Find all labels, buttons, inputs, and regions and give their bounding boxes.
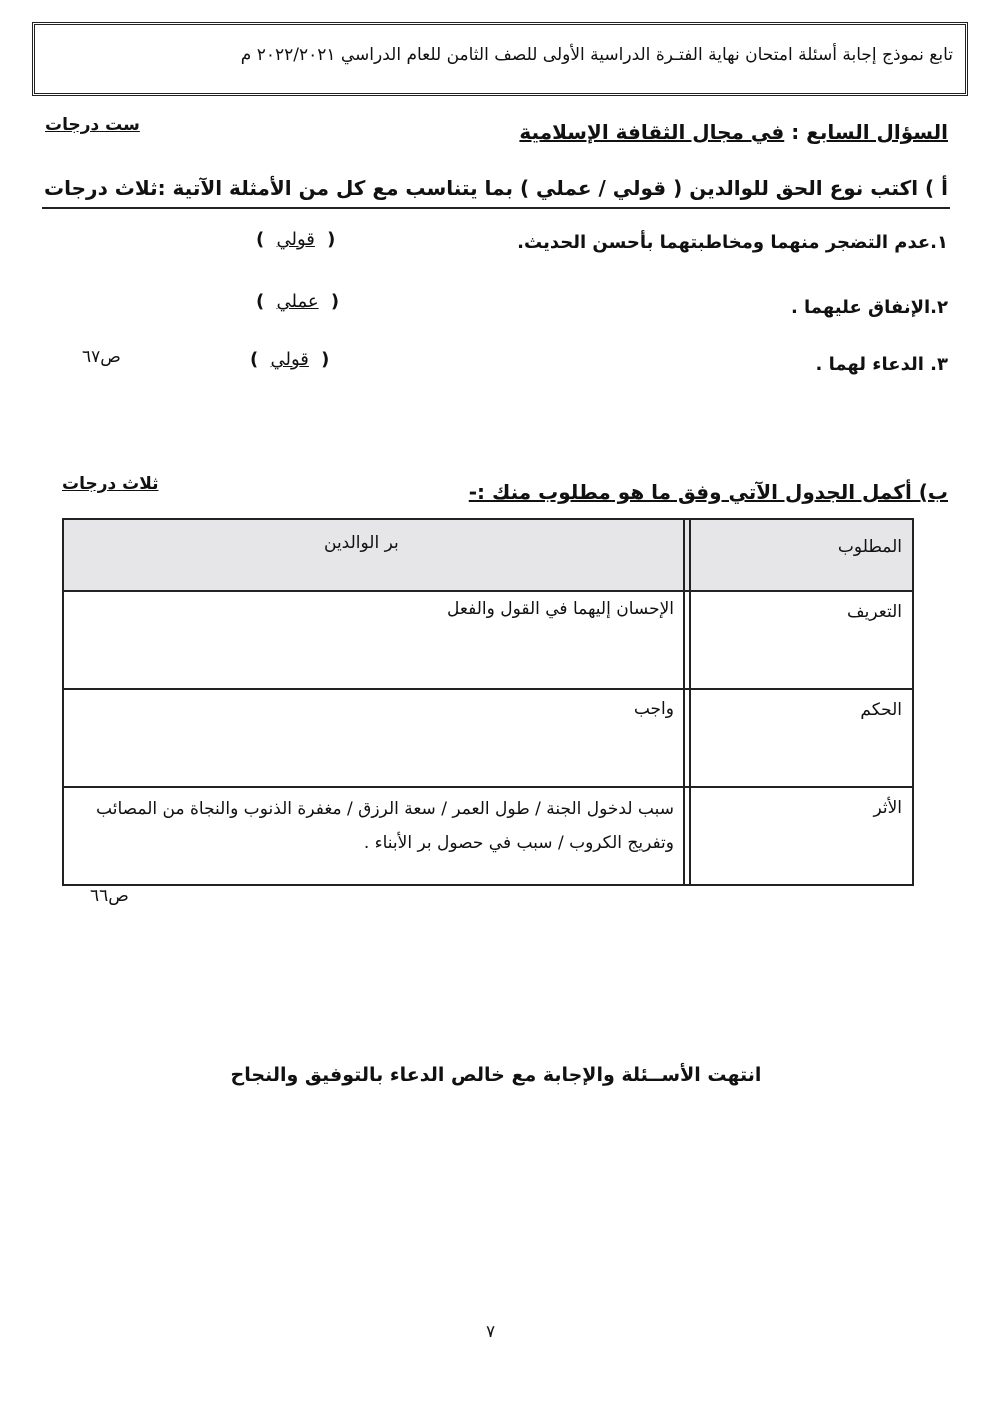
table-header-topic: بر الوالدين	[324, 533, 399, 553]
part-b-instruction: ب) أكمل الجدول الآتي وفق ما هو مطلوب منك :-	[468, 480, 948, 504]
part-a-underline	[42, 207, 950, 209]
page-number: ٧	[486, 1322, 496, 1342]
question-title	[519, 120, 948, 144]
part-a-instruction: أ ) اكتب نوع الحق للوالدين ( قولي / عملي ) بما يتناسب مع كل من الأمثلة الآتية :ثلاث درجات	[44, 176, 948, 200]
table-column-divider	[683, 520, 685, 884]
answer-table	[62, 518, 914, 886]
answer-text: قولي	[270, 349, 309, 370]
page-reference: ص٦٧	[82, 347, 121, 367]
part-a-item-3: ٣. الدعاء لهما .	[815, 354, 948, 375]
answer-text: قولي	[276, 229, 315, 250]
part-a-item-1: ١.عدم التضجر منهما ومخاطبتهما بأحسن الحديث.	[517, 232, 948, 253]
page-reference: ص٦٦	[90, 886, 129, 906]
table-column-divider	[689, 520, 691, 884]
header-box	[32, 22, 968, 96]
closing-message: انتهت الأســئلة والإجابة مع خالص الدعاء بالتوفيق والنجاح	[230, 1064, 762, 1086]
part-a-answer-1: ( قولي )	[256, 229, 336, 250]
question-number: السؤال السابع	[806, 120, 948, 144]
table-row-value-effect: سبب لدخول الجنة / طول العمر / سعة الرزق / مغفرة الذنوب والنجاة من المصائب وتفريج الكروب / سبب في حصول بر الأبناء .	[96, 799, 674, 853]
part-a-item-2: ٢.الإنفاق عليهما .	[790, 297, 948, 318]
part-a-answer-3: ( قولي )	[250, 349, 330, 370]
part-a-answer-2: ( عملي )	[256, 291, 340, 312]
table-row-divider	[64, 688, 912, 690]
question-topic: في مجال الثقافة الإسلامية	[519, 120, 785, 144]
table-row-divider	[64, 786, 912, 788]
header-title: تابع نموذج إجابة أسئلة امتحان نهاية الفتـرة الدراسية الأولى للصف الثامن للعام الدراسي ٢٠٢٢/٢٠٢١ م	[240, 45, 953, 65]
question-marks: ست درجات	[45, 115, 140, 135]
table-row-value-definition: الإحسان إليهما في القول والفعل	[447, 599, 674, 619]
part-b-marks: ثلاث درجات	[62, 474, 159, 494]
table-header-row	[64, 520, 912, 590]
answer-text: عملي	[276, 291, 319, 312]
table-row-label-definition: التعريف	[847, 602, 902, 622]
question-separator: :	[784, 120, 807, 144]
table-row-value-ruling: واجب	[633, 699, 674, 719]
table-row-label-ruling: الحكم	[860, 700, 902, 720]
table-header-required: المطلوب	[837, 537, 902, 557]
table-row-label-effect: الأثر	[873, 798, 902, 818]
